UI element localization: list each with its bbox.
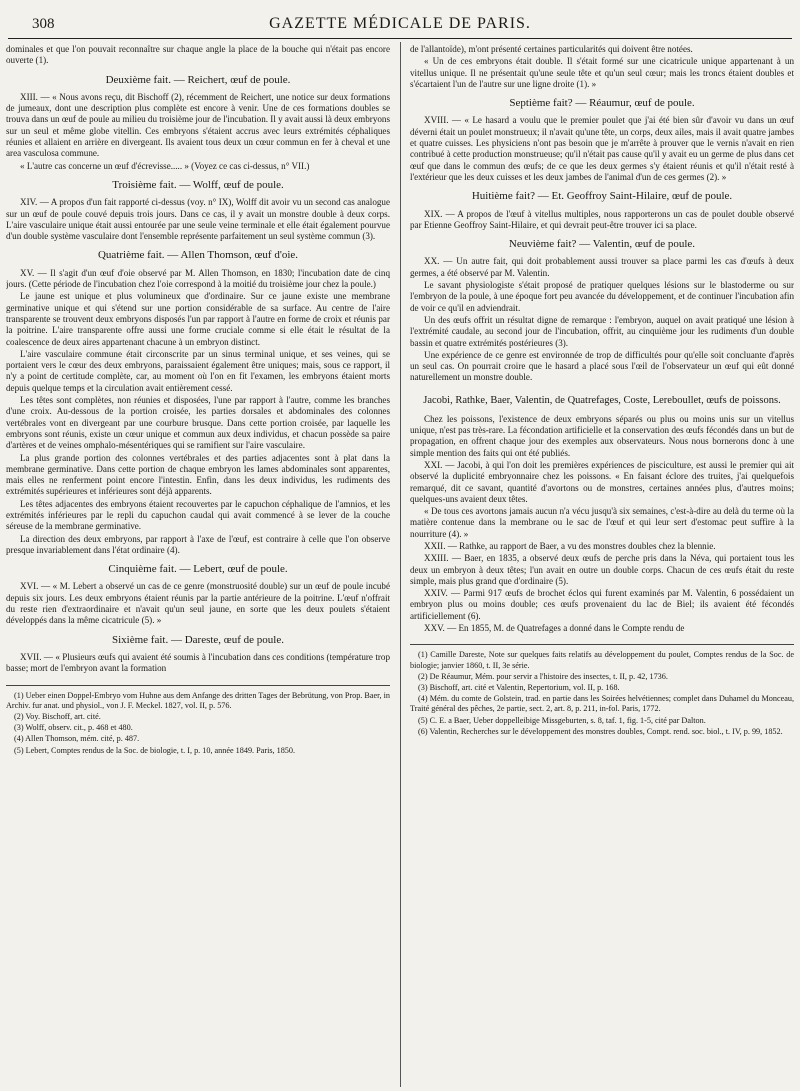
section-heading: Huitième fait? — Et. Geoffroy Saint-Hilaire, œuf de poule. [471,190,733,203]
footnote: (1) Ueber einen Doppel-Embryo vom Huhne aus dem Anfange des dritten Tages der Bebrütung, von Prop. Baer, in Archiv. fur anat. und physiol., von J. F. Meckel. 1827, vol. II, p. 576. [6,690,390,710]
paragraph: XVI. — « M. Lebert a observé un cas de ce genre (monstruosité double) sur un œuf de poule incubé depuis six jours. Les deux embryons étaient réunis par la partie antérieure de la poitrine. L'œuf n'offrait du reste rien d'extraordinaire et n'avait qu'un seul jaune, en sorte que les deux poulets s'étaient développés dans la même cicatricule (5). » [6,581,390,626]
paragraph: Un des œufs offrit un résultat digne de remarque : l'embryon, auquel on avait pratiqué une lésion à l'extrémité caudale, au second jour de l'incubation, offrit, au cinquième jour les rudiments d'un double bassin et quatre extrémités postérieures (3). [410,314,794,348]
paragraph: XIV. — A propos d'un fait rapporté ci-dessus (voy. n° IX), Wolff dit avoir vu un second cas analogue sur un œuf de poule couvé depuis trois jours. Dans ce cas, il y avait un monstre double à deux corps. L'aire vasculaire unique était aussi entourée par une seule veine terminale et elle était également pourvue d'un double système vasculaire dont l'ensemble représente parfaitement un seul système commun (3). [6,197,390,242]
right-column [410,44,794,1084]
section-heading: Quatrième fait. — Allen Thomson, œuf d'oie. [97,249,299,262]
paragraph: La plus grande portion des colonnes vertébrales et des parties adjacentes sont à plat dans la membrane germinative. Dans cette portion de chaque embryon les lames abdominales sont apparentes, mais elles ne renferment point encore l'intestin. Enfin, dans les deux individus, les rudiments des extrémités supérieures et inférieures sont déjà apparents. [6,452,390,497]
section-heading: Sixième fait. — Dareste, œuf de poule. [112,633,284,646]
footnote-rule [410,644,794,645]
paragraph: XXV. — En 1855, M. de Quatrefages a donné dans le Compte rendu de [424,623,685,634]
section-heading: Septième fait? — Réaumur, œuf de poule. [509,97,695,110]
section-heading: Troisième fait. — Wolff, œuf de poule. [112,178,284,191]
paragraph: Chez les poissons, l'existence de deux embryons séparés ou plus ou moins unis sur un vitellus unique, n'est pas très-rare. La fécondation artificielle et la conservation des œufs fécondés dans un but de propagation, en offrent chaque jour des exemples aux observateurs. Nous nous bornerons donc à une simple mention des faits qui ont été publiés. [410,413,794,458]
section-heading: Cinquième fait. — Lebert, œuf de poule. [108,563,288,576]
footnote: (3) Bischoff, art. cité et Valentin, Repertorium, vol. II, p. 168. [418,682,620,692]
paragraph: Le jaune est unique et plus volumineux que d'ordinaire. Sur ce jaune existe une membrane germinative unique et qui s'étend sur une portion considérable de sa surface. Au centre de l'aire transparente se trouvent deux embryons disposés l'un par rapport à l'autre en forme de croix et réunis par la poitrine. L'aire transparente offre aussi une forme cruciale comme si elle était le résultat de la coalescence de deux aires appartenant chacune à un embryon distinct. [6,291,390,347]
paragraph: XXII. — Rathke, au rapport de Baer, a vu des monstres doubles chez la blennie. [424,540,716,551]
paragraph: XXI. — Jacobi, à qui l'on doit les premières expériences de pisciculture, est aussi le premier qui ait observé la duplicité embryonnaire chez les poissons. « En faisant éclore des truites, j'ai quelquefois remarqué, dit ce savant, quantité d'avortons ou de monstres, certaines années plus, d'autres moins; quelques-uns avaient deux têtes. [410,459,794,504]
paragraph: « De tous ces avortons jamais aucun n'a vécu jusqu'à six semaines, c'est-à-dire au delà du terme où la matière contenue dans la membrane ou le sac de l'œuf et qui leur sert d'estomac peut suffire à la nourriture (4). » [410,506,794,539]
footnote: (4) Mém. du comte de Golstein, trad. en partie dans les Soirées helvétiennes; complet dans Duhamel du Monceau, Traité général des pêches, 2e partie, sect. 2, art. 8, p. 211, in-fol. Paris, 1772. [410,694,794,714]
journal-title: GAZETTE MÉDICALE DE PARIS. [269,15,531,32]
paragraph: XXIII. — Baer, en 1835, a observé deux œufs de perche pris dans la Néva, qui portaient tous les deux un embryon à deux têtes; l'un avait en outre un double corps. Chacun de ces œufs était du reste simple, mais plus grand que d'ordinaire (5). [410,553,794,586]
left-column [6,44,390,1084]
paragraph: XVII. — « Plusieurs œufs qui avaient été soumis à l'incubation dans ces conditions (température trop basse; mort de l'embryon avant la formation [6,651,390,674]
footnote: (6) Valentin, Recherches sur le développement des monstres doubles, Compt. rend. soc. biol., t. IV, p. 99, 1852. [418,726,783,736]
footnote: (5) Lebert, Comptes rendus de la Soc. de biologie, t. I, p. 10, année 1849. Paris, 1850. [14,745,296,755]
section-heading: Deuxième fait. — Reichert, œuf de poule. [105,73,291,86]
footnote: (2) Voy. Bischoff, art. cité. [14,711,101,721]
paragraph: Le savant physiologiste s'était proposé de pratiquer quelques lésions sur le blastoderme ou sur l'embryon de la poule, à une époque fort peu avancée du développement, et de continuer l'incubation afin de voir ce qu'il en adviendrait. [410,280,794,313]
paragraph: XIX. — A propos de l'œuf à vitellus multiples, nous rapporterons un cas de poulet double observé par Etienne Geoffroy Saint-Hilaire, et qui devrait peut-être trouver ici sa place. [410,208,794,230]
footnote: (4) Allen Thomson, mém. cité, p. 487. [14,734,140,744]
section-heading: Jacobi, Rathke, Baer, Valentin, de Quatrefages, Coste, Lereboullet, œufs de poissons. [423,394,781,406]
paragraph: La direction des deux embryons, par rapport à l'axe de l'œuf, est contraire à celle que l'on observe presque invariablement dans l'état ordinaire (4). [6,533,390,555]
paragraph: Les têtes sont complètes, non réunies et disposées, l'une par rapport à l'autre, comme les branches d'une croix. Au-dessous de la portion croisée, les parties dorsales et abdominales des colonnes vertébrales vont en divergeant par une courbure brusque. Dans cette portion croisée, par laquelle les embryons sont réunis, existe un cœur unique et commun aux deux individus, et chacun possède sa paire d'artères et de veines omphalo-mésentériques qui se ramifient sur l'aire vasculaire. [6,395,390,451]
paragraph: de l'allantoïde), m'ont présenté certaines particularités qui doivent être notées. [410,44,693,54]
page-number: 308 [32,16,55,32]
paragraph: « L'autre cas concerne un œuf d'écrevisse..... » (Voyez ce cas ci-dessus, n° VII.) [20,160,310,171]
paragraph: dominales et que l'on pouvait reconnaître sur chaque angle la place de la bouche qui n'était pas encore ouverte (1). [6,44,390,66]
paragraph: XX. — Un autre fait, qui doit probablement aussi trouver sa place parmi les cas d'œufs à deux germes, a été observé par M. Valentin. [410,256,794,278]
page-header [8,10,792,39]
footnote: (5) C. E. a Baer, Ueber doppelleibige Missgeburten, s. 8, taf. 1, fig. 1-5, cité par Dalton. [418,715,706,725]
paragraph: XXIV. — Parmi 917 œufs de brochet éclos qui furent examinés par M. Valentin, 6 possédaient un embryon plus ou moins double; ces œufs provenaient du lac de Biel; ils avaient été fécondés artificiellement (6). [410,588,794,621]
paragraph: « Un de ces embryons était double. Il s'était formé sur une cicatricule unique appartenant à un vitellus unique. Il ne présentait qu'une seule tête et qu'un seul cœur; mais les troncs étaient doubles et s'écartaient l'un de l'autre sur une ligne droite (1). » [410,56,794,89]
paragraph: L'aire vasculaire commune était circonscrite par un sinus terminal unique, et ses veines, qui se portaient vers le cœur des deux embryons, paraissaient également être uniques; mais, sous ce rapport, il n'y a point de certitude complète, car, au moment où l'on en fit l'examen, les embryons étaient morts depuis quelque temps et la circulation avait entièrement cessé. [6,348,390,393]
paragraph: XIII. — « Nous avons reçu, dit Bischoff (2), récemment de Reichert, une notice sur deux formations de jumeaux, dont une description plus complète est encore à venir. Une de ces formations doubles se trouva dans un œuf de poule au milieu du troisième jour de l'incubation. Il y avait aussi là deux embryons sur un seul et même globe vitellin. Ces embryons s'étaient accrus avec leurs extrémités céphaliques réunies et allaient en arrière en divergeant. Ils avaient tous deux un cœur commun en fer à cheval et une area vasculosa commune. [6,91,390,159]
paragraph: Les têtes adjacentes des embryons étaient recouvertes par le capuchon céphalique de l'amnios, et les extrémités inférieures par le repli du capuchon caudal qui avait commencé à se lever de la couche séreuse de la membrane germinative. [6,498,390,532]
section-heading: Neuvième fait? — Valentin, œuf de poule. [508,238,696,251]
footnote-rule [6,685,390,686]
paragraph: XVIII. — « Le hasard a voulu que le premier poulet que j'ai été bien sûr d'avoir vu dans un œuf déverni était un poulet monstrueux; il n'avait qu'une tête, un corps, deux ailes, mais il avait quatre jambes et quatre cuisses. Les physiciens n'ont pas besoin que je m'arrête à prouver que le vernis n'avait en rien contribué à cette production monstrueuse; qu'il n'était pas cause qu'il y avait eu un germe de plus dans cet œuf que dans le commun des œufs; de ce que les deux germes s'y étaient réunis et qu'il n'était resté à l'extérieur que les deux cuisses et les deux jambes de l'animal d'un de ces germes (2). » [410,115,794,182]
footnote: (2) De Réaumur, Mém. pour servir a l'histoire des insectes, t. II, p. 42, 1736. [418,671,668,681]
paragraph: Une expérience de ce genre est environnée de trop de difficultés pour qu'elle soit concluante d'après un seul cas. On pourrait croire que le hasard a placé sous l'œil de l'observateur un œuf qui eût donné naturellement un monstre double. [410,349,794,383]
paragraph: XV. — Il s'agit d'un œuf d'oie observé par M. Allen Thomson, en 1830; l'incubation date de cinq jours. (Cette période de l'incubation chez l'oie correspond à la moitié du troisième jour chez la poule.) [6,267,390,290]
footnote: (1) Camille Dareste, Note sur quelques faits relatifs au développement du poulet, Comptes rendus de la Soc. de biologie; janvier 1860, t. II, 3e série. [410,650,794,670]
column-divider [400,42,401,1087]
footnote: (3) Wolff, observ. cit., p. 468 et 480. [14,723,133,733]
